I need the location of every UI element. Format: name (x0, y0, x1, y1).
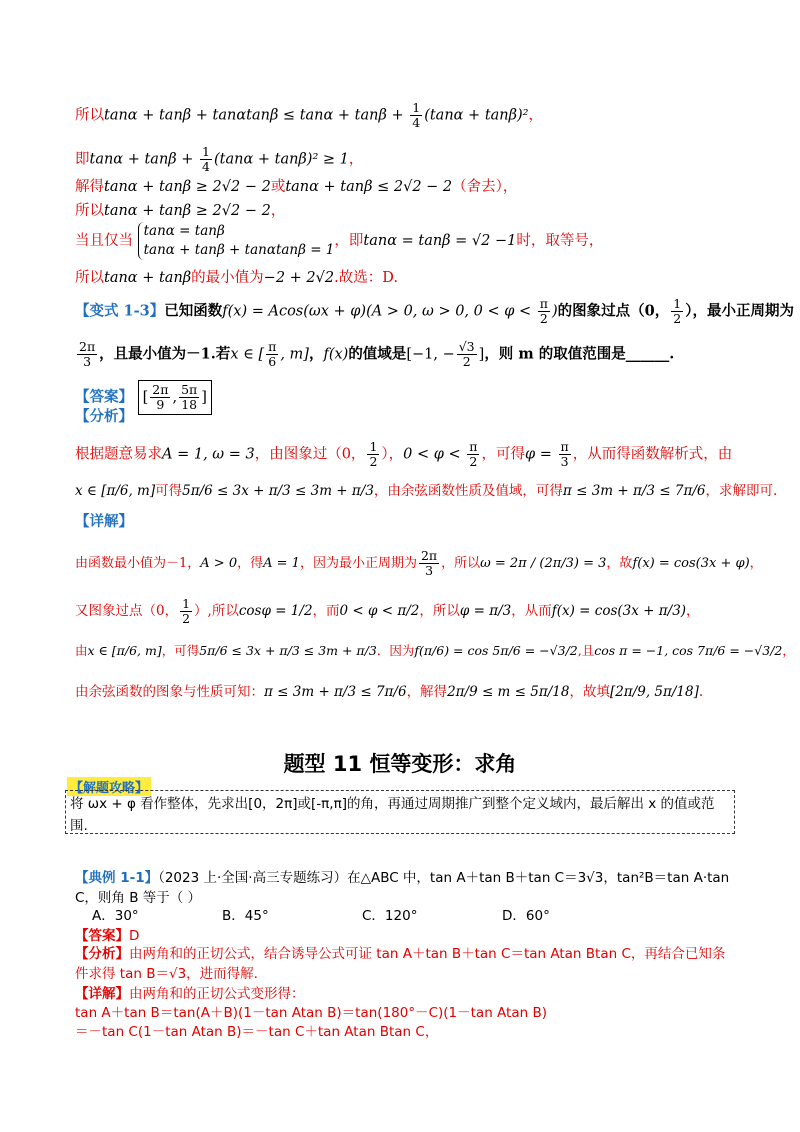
example-line-2: C，则角 B 等于（ ） (75, 890, 202, 906)
fraction (180, 597, 192, 626)
variant-tag: 【变式 1-3】 (75, 302, 165, 320)
proof-line-3 (75, 177, 517, 197)
denominator: 2 (673, 311, 682, 326)
equation: tanα = tanβ (143, 223, 225, 239)
text: 又图象过点（0， (75, 603, 179, 619)
text: 的图象过点（0， (557, 302, 670, 320)
detail-line-2 (75, 597, 700, 626)
text: 即 (75, 151, 90, 168)
text: ，得 (237, 556, 264, 571)
formula: f(π/6) = cos 5π/6 = −√3/2 (414, 643, 578, 658)
text: 可得 (155, 483, 183, 499)
text: 由两角和的正切公式，结合诱导公式可证 tan A＋tan B＋tan C＝tan Atan Btan C，再结合已知条 (129, 946, 726, 962)
numerator: π (268, 339, 277, 354)
numerator: 1 (412, 100, 421, 115)
numerator: 5π (181, 382, 198, 397)
fraction (367, 440, 379, 469)
text: ，从而得函数解析式，由 (572, 446, 733, 463)
text: 由 (75, 643, 88, 658)
text: ，由图象过（0， (254, 446, 366, 463)
text: 所以 (75, 107, 104, 124)
strategy-tag: 【解题攻略】 (67, 777, 151, 796)
example-answer (75, 926, 139, 946)
text: 根据题意易求 (75, 446, 162, 463)
formula: π ≤ 3m + π/3 ≤ 7π/6 (562, 483, 706, 499)
denominator: 2 (539, 311, 548, 326)
text: 由函数最小值为－1， (75, 556, 201, 571)
analysis-line-1 (75, 440, 732, 469)
formula: π ≤ 3m + π/3 ≤ 7π/6 (264, 684, 407, 700)
proof-line-6 (75, 268, 398, 288)
strategy-text: 将 ωx + φ 看作整体，先求出[0，2π]或[-π,π]的角，再通过周期推广到整个定义域内，最后解出 x 的值或范围. (70, 796, 715, 834)
formula: tanα + tanβ ≥ 2√2 − 2 (104, 203, 271, 219)
text: 所以 (75, 270, 104, 286)
example-line-1 (75, 868, 729, 888)
fraction (457, 340, 477, 369)
formula: x ∈ [ (230, 346, 265, 363)
fraction (266, 340, 278, 369)
formula: [2π/9, 5π/18] (609, 684, 699, 700)
formula: tanα + tanβ (104, 270, 192, 286)
formula: (tanα + tanβ)² ≥ 1 (213, 151, 349, 168)
option-a[interactable]: A．30° (92, 908, 139, 924)
text: ，可得 (481, 446, 525, 463)
formula: 5π/6 ≤ 3x + π/3 ≤ 3m + π/3 (199, 643, 377, 658)
denominator: 4 (202, 159, 210, 174)
numerator: 1 (369, 439, 378, 454)
text: ，由余弦函数性质及值域，可得 (373, 483, 563, 499)
formula: A > 0 (200, 556, 238, 571)
fraction (559, 440, 571, 469)
text: .故选：D. (334, 270, 398, 286)
fraction (538, 297, 550, 326)
text: ， (749, 556, 763, 571)
formula: f(x) = cos(3x + φ) (632, 556, 750, 571)
formula: tanα + tanβ ≤ 2√2 − 2 (285, 179, 453, 195)
denominator: 2 (462, 354, 471, 369)
text: ，可得 (161, 643, 200, 658)
fraction (467, 440, 479, 469)
denominator: 3 (560, 454, 569, 469)
detail-line-3 (75, 641, 795, 661)
variant-line-2 (75, 340, 674, 369)
fraction (179, 383, 199, 412)
text: ，所以 (441, 556, 481, 571)
proof-line-1 (75, 101, 543, 130)
equation: tanα + tanβ + tanαtanβ = 1 (143, 242, 335, 258)
option-d[interactable]: D．60° (502, 908, 550, 924)
formula: tanα = tanβ = √2 −1 (363, 233, 517, 249)
example-tag: 【典例 1-1】 (75, 870, 159, 886)
section-title: 题型 11 恒等变形：求角 (283, 752, 517, 776)
analysis-line-2 (75, 481, 777, 501)
formula: x ∈ [π/6, m] (87, 643, 162, 658)
formula: ) (551, 303, 558, 320)
formula: f(x) = cos(3x + π/3) (551, 603, 687, 619)
text: ， (348, 151, 364, 168)
text: （2023 上·全国·高三专题练习）在△ABC 中，tan A＋tan B＋tan C＝3√3，tan²B＝tan A·tan (158, 870, 730, 886)
denominator: 3 (83, 354, 92, 369)
numerator: 1 (202, 144, 210, 159)
formula: A = 1, ω = 3 (162, 446, 255, 463)
formula: [−1, − (406, 346, 455, 363)
equation-system (138, 222, 335, 260)
example-detail-1 (75, 984, 305, 1004)
formula: φ = (524, 446, 557, 463)
text: ， (782, 643, 795, 658)
proof-line-5 (75, 222, 603, 260)
text: ，解得 (406, 684, 448, 700)
numerator: 2π (152, 382, 169, 397)
fraction (419, 549, 439, 578)
detail-line-1 (75, 549, 763, 578)
formula: f(x) = Acos(ωx + φ)(A > 0, ω > 0, 0 < φ < (222, 303, 536, 320)
text: ，且最小值为－1.若 (99, 345, 231, 363)
text: 由两角和的正切公式变形得： (129, 986, 305, 1002)
detail-tag: 【详解】 (75, 986, 129, 1002)
text: 的值域是 (348, 345, 407, 363)
text: ，故填 (569, 684, 610, 700)
denominator: 2 (182, 611, 191, 626)
text: 所以 (75, 203, 104, 219)
proof-line-2 (75, 145, 363, 174)
analysis-tag: 【分析】 (75, 409, 133, 425)
text: ， (270, 203, 286, 219)
detail-line-4 (75, 682, 703, 702)
denominator: 6 (268, 354, 277, 369)
formula: tanα + tanβ + (89, 151, 199, 168)
formula: cos π = −1, cos 7π/6 = −√3/2 (594, 643, 783, 658)
detail-tag: 【详解】 (75, 514, 133, 530)
formula: cosφ = 1/2 (238, 603, 313, 619)
fraction (200, 145, 212, 174)
formula: f(x) (323, 346, 349, 363)
numerator: π (539, 296, 548, 311)
numerator: π (560, 439, 569, 454)
text: 已知函数 (164, 302, 223, 320)
formula: 0 < φ < (403, 446, 466, 463)
fraction (671, 297, 683, 326)
text: ）， (381, 446, 404, 463)
text: ， (528, 107, 543, 124)
text: ，故 (606, 556, 633, 571)
text: ，即 (334, 233, 364, 249)
text: 的最小值为 (191, 270, 264, 286)
example-detail-2: tan A＋tan B＝tan(A＋B)(1－tan Atan B)＝tan(180°－C)(1－tan Atan B) (75, 1005, 547, 1021)
text: ，而 (312, 603, 340, 619)
denominator: 3 (425, 563, 434, 578)
numerator: π (469, 439, 478, 454)
formula: ω = 2π / (2π/3) = 3 (480, 556, 607, 571)
formula: φ = π/3 (459, 603, 512, 619)
numerator: 2π (420, 548, 438, 563)
formula: A = 1 (263, 556, 300, 571)
formula: 2π/9 ≤ m ≤ 5π/18 (447, 684, 570, 700)
text: （舍去）， (452, 179, 518, 195)
denominator: 2 (369, 454, 378, 469)
text: ，因为最小正周期为 (299, 556, 417, 571)
text: ，所以 (419, 603, 460, 619)
example-detail-3: ＝－tan C(1－tan Atan B)＝－tan C＋tan Atan Btan C， (75, 1024, 439, 1040)
text: ）,所以 (194, 603, 239, 619)
text: ， (308, 345, 324, 363)
numerator: 2π (79, 339, 96, 354)
text: 或 (270, 179, 286, 195)
numerator: 1 (673, 296, 682, 311)
variant-line-1 (75, 297, 794, 326)
fraction (150, 383, 170, 412)
formula: tanα + tanβ + tanαtanβ ≤ tanα + tanβ + (104, 107, 409, 124)
answer-tag: 【答案】 (75, 928, 129, 944)
text: ．因为 (376, 643, 415, 658)
text: ，则 m 的取值范围是______. (484, 345, 675, 363)
denominator: 2 (469, 454, 478, 469)
option-c[interactable]: C．120° (362, 908, 418, 924)
text: 由余弦函数的图象与性质可知： (75, 684, 264, 700)
formula: (tanα + tanβ)² (424, 107, 529, 124)
formula: x ∈ [π/6, m] (75, 483, 156, 499)
text: ,且 (577, 643, 595, 658)
numerator: √3 (458, 339, 475, 354)
fraction (77, 340, 97, 369)
fraction (410, 101, 422, 130)
text: ，求解即可. (705, 483, 778, 499)
analysis-tag: 【分析】 (75, 946, 129, 962)
formula: , m] (280, 346, 309, 363)
option-b[interactable]: B．45° (222, 908, 269, 924)
denominator: 18 (181, 397, 198, 412)
text: . (698, 684, 704, 700)
numerator: 1 (182, 596, 191, 611)
formula: 0 < φ < π/2 (339, 603, 420, 619)
formula: tanα + tanβ ≥ 2√2 − 2 (104, 179, 271, 195)
answer-value: D (129, 928, 140, 944)
formula: 5π/6 ≤ 3x + π/3 ≤ 3m + π/3 (182, 483, 374, 499)
text: 当且仅当 (75, 233, 133, 249)
text: 解得 (75, 179, 104, 195)
options-row (92, 906, 602, 926)
denominator: 9 (156, 397, 165, 412)
denominator: 4 (412, 115, 421, 130)
example-analysis-1 (75, 944, 725, 964)
proof-line-4 (75, 201, 285, 221)
text: ， (686, 603, 700, 619)
formula: −2 + 2√2 (263, 270, 335, 286)
text: ），最小正周期为 (685, 302, 794, 320)
answer-interval: [ $\frac{2\pi}{9}$ , $\frac{5\pi}{18}$ ] (138, 380, 212, 415)
formula: ] (478, 346, 485, 363)
strategy-box (65, 790, 735, 834)
answer-tag: 【答案】 (75, 389, 133, 406)
example-analysis-2: 件求得 tan B＝√3，进而得解. (75, 966, 258, 982)
text: 时，取等号， (516, 233, 604, 249)
text: ，从而 (511, 603, 552, 619)
